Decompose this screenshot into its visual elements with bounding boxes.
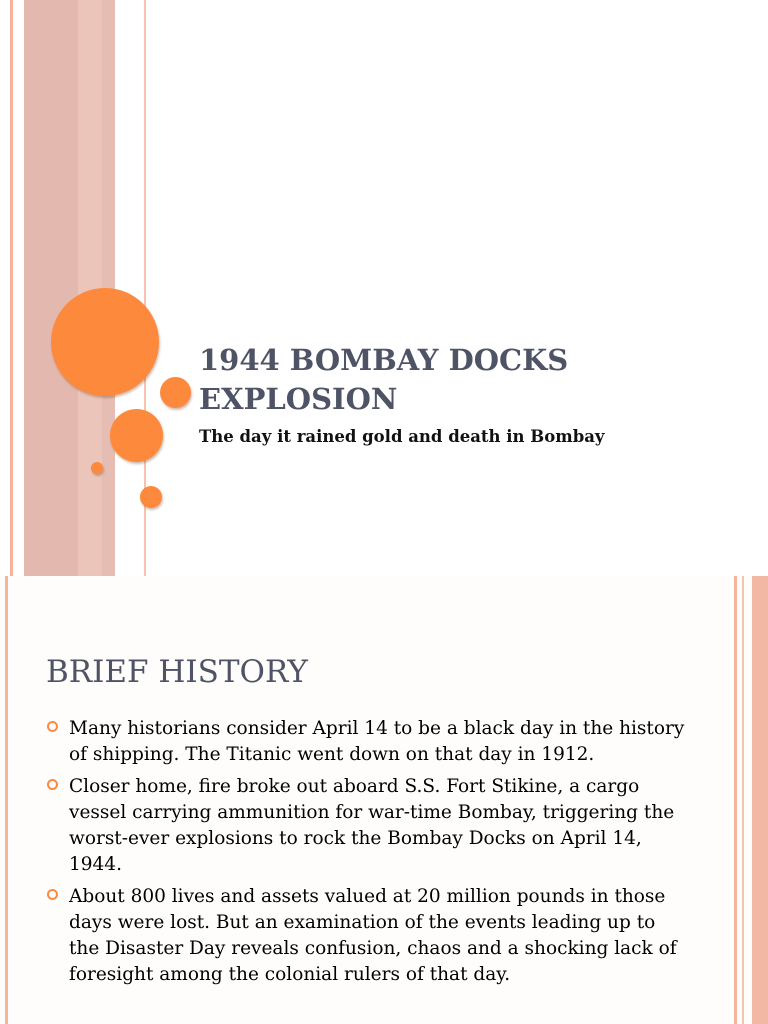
- decor-stripe: [734, 576, 737, 1024]
- hollow-circle-bullet-icon: [47, 889, 58, 900]
- bullet-text: Many historians consider April 14 to be a black day in the history of shipping. The Titanic went down on that day in 1912.: [69, 718, 685, 765]
- slide-subtitle: The day it rained gold and death in Bombay: [199, 427, 605, 446]
- hollow-circle-bullet-icon: [47, 779, 58, 790]
- history-slide: [0, 576, 768, 1024]
- list-item: [46, 716, 686, 768]
- decor-circle-tiny: [91, 462, 103, 474]
- slide-heading: BRIEF HISTORY: [46, 654, 308, 690]
- bullet-text: Closer home, fire broke out aboard S.S. Fort Stikine, a cargo vessel carrying ammunition for war-time Bombay, triggering the worst-ever explosions to rock the Bombay Docks on April 14, 1944.: [69, 776, 675, 875]
- decor-stripe: [752, 576, 768, 1024]
- slide-title: 1944 BOMBAY DOCKS EXPLOSION: [199, 343, 569, 416]
- decor-circle-large: [51, 288, 159, 396]
- decor-circle-medium: [110, 409, 163, 462]
- list-item: [46, 884, 686, 988]
- bullet-list: [46, 716, 686, 994]
- decor-stripe: [24, 0, 78, 576]
- decor-circle-small: [160, 377, 191, 408]
- decor-stripe: [742, 576, 744, 1024]
- decor-circle-small: [140, 486, 162, 508]
- bullet-text: About 800 lives and assets valued at 20 million pounds in those days were lost. But an examination of the events leading up to the Disaster Day reveals confusion, chaos and a shocking lack of foresight among the colonial rulers of that day.: [69, 886, 677, 985]
- list-item: [46, 774, 686, 878]
- decor-stripe: [5, 576, 8, 1024]
- decor-stripe: [10, 0, 13, 576]
- hollow-circle-bullet-icon: [47, 721, 58, 732]
